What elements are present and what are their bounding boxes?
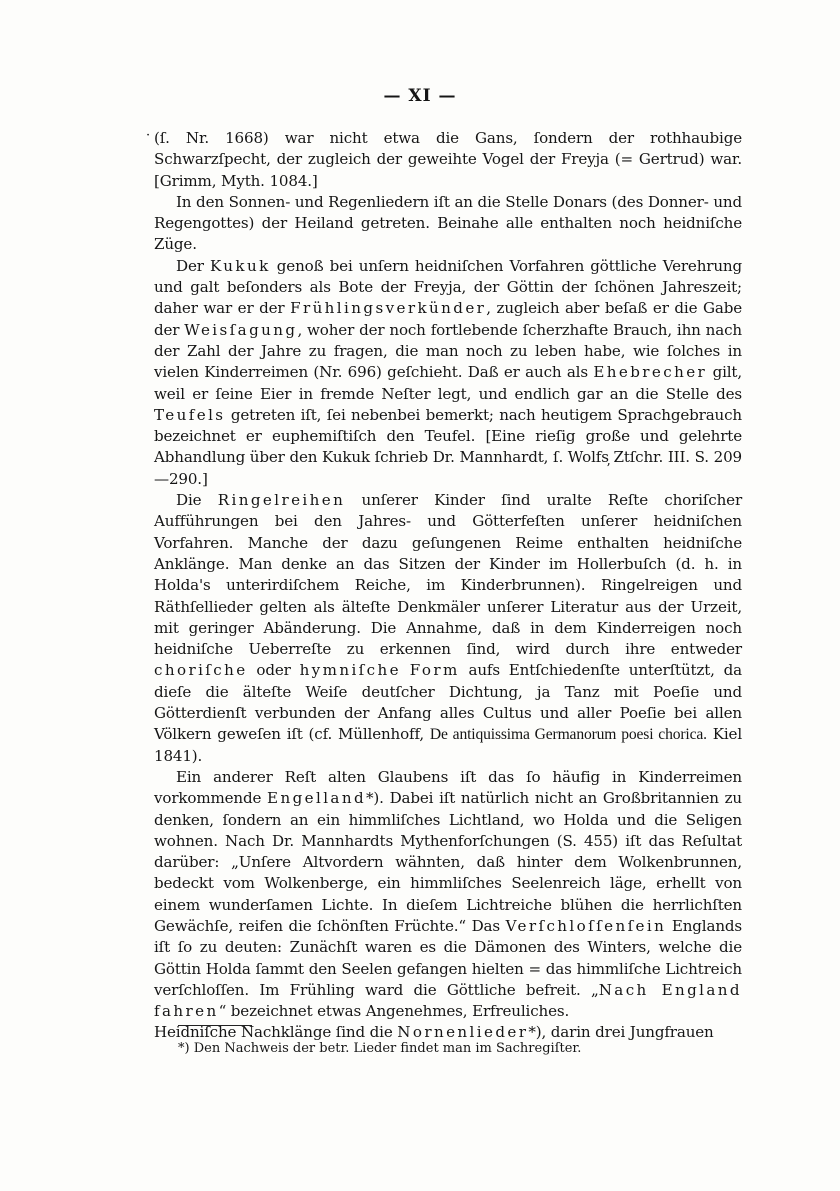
text-run: , zugleich aber beſaß er die Gabe der	[154, 299, 742, 339]
paragraph	[154, 192, 742, 256]
text-run: Ein anderer Reſt alten Glaubens iſt das ſo häufig in Kinderreimen vorkommende	[154, 767, 742, 808]
text-run: Englands iſt ſo zu deuten: Zunächſt waren es die Dämonen des Winters, welche die Göttin Holda ſammt den Seelen gefangen hielten = das himmliſche Lichtreich verſchloſſen. Im Frühling ward die Göttliche befreit. „	[154, 916, 743, 999]
paragraph	[154, 128, 742, 192]
text-run: getreten iſt, ſei nebenbei bemerkt; nach heutigem Sprachgebrauch bezeichnet er euphemiſtiſch den Teufel. [Eine rieſig große und gelehrte Abhandlung über den Kukuk ſchrieb Dr. Mannhardt, ſ. Wolfs Ztſchr. III. S. 209—290.]	[154, 405, 742, 488]
text-run: unſerer Kinder ſind uralte Reſte choriſcher Aufführungen bei den Jahres- und Götterfeſten unſerer heidniſchen Vorfahren. Manche der dazu geſungenen Reime enthalten heidniſche Anklänge. Man denke an das Sitzen der Kinder im Hollerbuſch (d. h. in Holda's unterirdiſchem Reiche, im Kinderbrunnen). Ringelreigen und Räthſellieder gelten als älteſte Denkmäler unſerer Literatur aus der Urzeit, mit geringer Abänderung. Die Annahme, daß in dem Kinderreigen noch heidniſche Ueberreſte zu erkennen ſind, wird durch ihre entweder	[154, 491, 743, 659]
spaced-emphasis: Weisſagung	[184, 320, 298, 339]
spaced-emphasis: Ringelreihen	[217, 491, 346, 510]
text-run: Heidniſche Nachklänge ſind die	[154, 1023, 398, 1042]
spaced-emphasis: Kukuk	[209, 256, 271, 275]
spaced-emphasis: Ehebrecher	[593, 363, 708, 382]
text-run: *). Dabei iſt natürlich nicht an Großbritannien zu denken, ſondern an ein himmliſches Lichtland, wo Holda und die Seligen wohnen. Nach Dr. Mannhardts Mythenforſchungen (S. 455) iſt das Reſultat darüber: „Unſere Altvordern wähnten, daß hinter dem Wolkenbrunnen, bedeckt vom Wolkenberge, ein himmliſches Seelenreich läge, erhellt von einem wunderſamen Lichte. In dieſem Lichtreiche blühen die herrlichſten Gewächſe, reifen die ſchönſten Früchte.“ Das	[154, 789, 742, 935]
text-run: “ bezeichnet etwas Angenehmes, Erfreuliches.	[218, 1002, 570, 1021]
spaced-emphasis: Nach England fahren	[154, 980, 742, 1021]
text-run: oder	[247, 661, 300, 680]
spaced-emphasis: Form	[409, 661, 460, 680]
spaced-emphasis: Teufels	[154, 405, 226, 424]
page-header: — XI —	[383, 86, 457, 106]
spaced-emphasis: Nornenlieder	[397, 1023, 529, 1042]
text-run: In den Sonnen- und Regenliedern iſt an die Stelle Donars (des Donner- und Regengottes) der Heiland getreten. Beinahe alle enthalten noch heidniſche Züge.	[154, 192, 742, 254]
spaced-emphasis: Verſchloſſenſein	[505, 916, 667, 935]
body-text	[154, 128, 742, 1044]
spaced-emphasis: Frühlingsverkünder	[290, 299, 487, 318]
text-run: Kiel 1841).	[154, 725, 742, 765]
footnote-rule	[178, 1025, 252, 1026]
margin-mark: ʼ	[606, 462, 611, 477]
text-run: genoß bei unſern heidniſchen Vorfahren göttliche Verehrung und galt beſonders als Bote der Freyja, der Göttin der ſchönen Jahreszeit; daher war er der	[154, 256, 742, 318]
spaced-emphasis: hymniſche	[299, 661, 401, 680]
text-run: (ſ. Nr. 1668) war nicht etwa die Gans, ſondern der rothhaubige Schwarzſpecht, der zugleich der geweihte Vogel der Freyja (= Gertrud) war. [Grimm, Myth. 1084.]	[154, 129, 742, 190]
text-run: Die	[176, 491, 218, 510]
paragraph	[154, 490, 742, 767]
text-run	[401, 661, 410, 679]
text-run: , woher der noch fortlebende ſcherzhafte Brauch, ihn nach der Zahl der Jahre zu fragen, die man noch zu leben habe, wie ſolches in vielen Kinderreimen (Nr. 696) geſchieht. Daß er auch als	[154, 320, 742, 382]
spaced-emphasis: choriſche	[154, 661, 248, 680]
paragraph	[154, 256, 742, 490]
text-run: *), darin drei Jungfrauen	[528, 1023, 714, 1042]
latin-title: De antiquissima Germanorum poesi chorica.	[429, 726, 707, 744]
text-run: Der	[176, 256, 210, 275]
text-run: aufs Entſchiedenſte unterſtützt, da dieſe die älteſte Weiſe deutſcher Dichtung, ja Tanz mit Poeſie und Götterdienſt verbunden der Anfang alles Cultus und aller Poeſie bei allen Völkern geweſen iſt (cf. Müllenhoff,	[154, 661, 743, 744]
paragraph	[154, 767, 742, 1023]
footnote: *) Den Nachweis der betr. Lieder findet man im Sachregiſter.	[178, 1041, 582, 1056]
spaced-emphasis: Engelland	[267, 789, 367, 808]
margin-mark: ·	[146, 128, 151, 143]
text-run: gilt, weil er ſeine Eier in fremde Neſter legt, und endlich gar an die Stelle des	[154, 363, 742, 403]
